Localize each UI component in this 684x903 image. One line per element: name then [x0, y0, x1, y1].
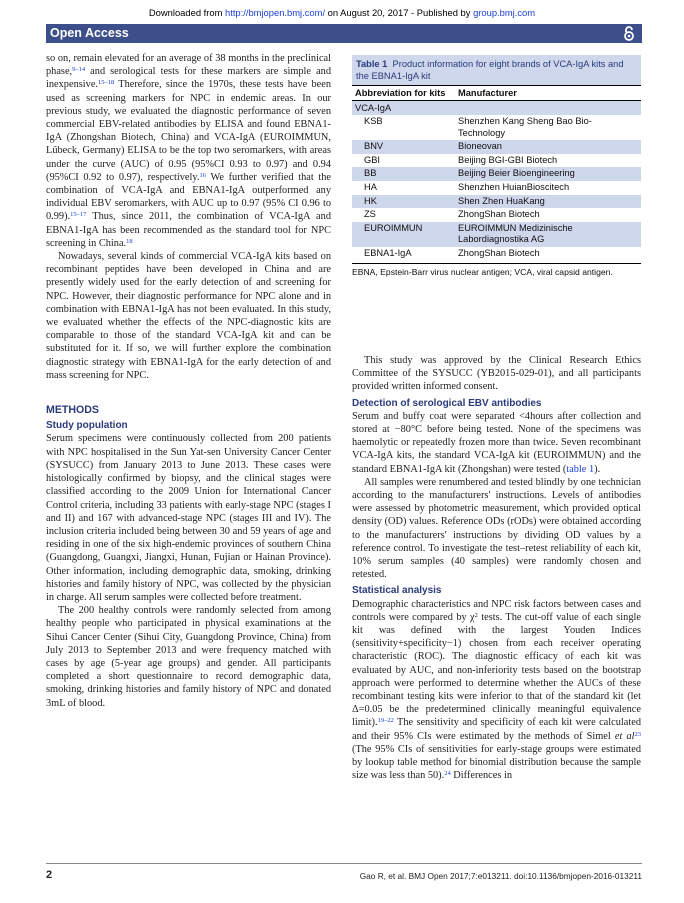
footer-divider: [46, 863, 642, 864]
table-caption: Table 1 Product information for eight brands of VCA-IgA kits and the EBNA1-IgA kit: [352, 55, 641, 85]
table-1-link[interactable]: table 1: [566, 463, 595, 475]
bmjopen-link[interactable]: http://bmjopen.bmj.com/: [225, 7, 326, 18]
citation-reference: Gao R, et al. BMJ Open 2017;7:e013211. doi:10.1136/bmjopen-2016-013211: [359, 871, 642, 881]
open-access-banner: [46, 24, 642, 43]
table-row: HA Shenzhen HuianBioscitech: [364, 181, 570, 192]
study-population-heading: Study population: [46, 420, 128, 432]
table-row: GBI Beijing BGI-GBI Biotech: [364, 154, 558, 165]
table-1: [352, 55, 641, 278]
table-footnote: EBNA, Epstein-Barr virus nuclear antigen; VCA, viral capsid antigen.: [352, 263, 641, 278]
ethics-paragraph: This study was approved by the Clinical Research Ethics Committee of the SYSUCC (YB2015-029-01), and all participants provided written informed consent.: [352, 355, 641, 393]
table-row: BNV Bioneovan: [352, 140, 641, 154]
table-row: EBNA1-IgA ZhongShan Biotech: [364, 247, 540, 258]
statistics-paragraph: Demographic characteristics and NPC risk factors between cases and controls were compared by $\chi^2$ tests. The cut-off value of each single kit was defined with the largest Youden Indices (sensitivity+specificity−1) chosen from each receiver operating characteristic (ROC). The diagnostic efficacy of each kit was evaluated by AUC, and non-inferiority tests based on the bootstrap approach were performed to determine whether the AUCs of these recombinant testing kits were inferior to that of the standard kit (let Δ=0.05 be the predetermined clinically meaningful equivalence limit).$^{19-22}$ The sensitivity and specificity of each kit were calculated and their 95% CIs were estimated by the methods of Simel et al$^{23}$ (The 95% CIs of sensitivities for early-stage groups were estimated by lookup table method for binomial distribution because the sample size was less than 50).$^{24}$ Differences in: [352, 598, 641, 782]
samples-paragraph: All samples were renumbered and tested blindly by one technician according to the manufacturers' instructions. Levels of antibodies were assessed by photometric measurement, which provided optical density (OD) values. Reference ODs (rODs) were obtained according to the manufacturers' instructions by dividing OD values by a reference control. To investigate the test–retest reliability of each kit, 10% serum samples (40 samples) were randomly chosen and retested.: [352, 476, 641, 581]
table-header: Abbreviation for kits Manufacturer: [352, 85, 641, 101]
controls-paragraph: The 200 healthy controls were randomly selected from among healthy people who participated in physical examinations at the Sihui Cancer Center (Sihui City, Guangdong Province, China) from July 2013 to September 2013 and were frequency matched with cases by age (5-year age groups) and gender. All participants completed a short questionnaire to record demographic data, smoking, drinking histories and family history of NPC and donated 3mL of blood.: [46, 605, 331, 709]
table-group-label: VCA-IgA: [352, 101, 641, 115]
open-access-label: Open Access: [50, 26, 129, 40]
detection-heading: Detection of serological EBV antibodies: [352, 397, 542, 409]
table-row: KSB Shenzhen Kang Sheng Bao Bio-Technology: [364, 116, 592, 138]
intro-paragraph: so on, remain elevated for an average of 38 months in the preclinical phase,$^{9-14}$ and serological tests for these markers are simple and inexpensive.$^{15-18}$ Therefore, since the 1970s, these tests have been used as screening markers for NPC in endemic areas. In our previous study, we evaluated the diagnostic performance of seven commercial EBV-related antibodies by ELISA and found EBNA1-IgA (Zhongshan Biotech, China) and VCA-IgA (EUROIMMUN, Lübeck, Germany) ELISA to be the top two seromarkers, with areas under the curve (AUC) of 0.95 (95%CI 0.93 to 0.97) and 0.94 (95%CI 0.92 to 0.97), respectively.$^{16}$ We further verified that the combination of VCA-IgA and EBNA1-IgA outperformed any individual EBV seromarkers, with AUC up to 0.97 (95% CI 0.96 to 0.99).$^{15-17}$ Thus, since 2011, the combination of VCA-IgA and EBNA1-IgA has been recommended as the standard tool for NPC screening in China.$^{18}$: [46, 53, 331, 249]
download-line: Downloaded from http://bmjopen.bmj.com/ on August 20, 2017 - Published by group.bmj.com: [148, 7, 536, 18]
table-row: BB Beijing Beier Bioengineering: [352, 167, 641, 181]
study-population-paragraph: Serum specimens were continuously collected from 200 patients with NPC hospitalised in the Sun Yat-sen University Cancer Center (SYSUCC) from January 2013 to June 2013. These cases were histologically confirmed by biopsy, and the clinical stages were classified according to the 2009 Union for International Cancer Control criteria, including 33 patients with early-stage NPC (stages I and II) and 167 with advanced-stage NPC (stages III and IV). The inclusion criteria included being between 30 and 59 years of age and residing in one of the six high-endemic provinces of southern China (Guangdong, Guangxi, Jiangxi, Hunan, Fujian or Hainan Province). Other information, including demographic data, smoking, drinking histories and family history of NPC, was collected by the physician in charge. All serum samples were collected before treatment.: [46, 433, 331, 603]
table-row: EUROIMMUN EUROIMMUN Medizinische Labordiagnostika AG: [352, 222, 641, 247]
left-column: [46, 52, 331, 710]
nowadays-paragraph: Nowadays, several kinds of commercial VCA-IgA kits based on recombinant peptides have been developed in China and are presently widely used for the early detection of and screening for NPC. However, their diagnostic performance for NPC alone and in combination with EBNA1-IgA has not been evaluated. In this study, we evaluated whether the effects of the NPC-diagnostic kits are comparable to those of the standard VCA-IgA kit and can be substituted for it. If so, we will further explore the combination diagnostic strategy with EBNA1-IgA for the early detection of and mass screening for NPC.: [46, 251, 331, 381]
detection-paragraph: Serum and buffy coat were separated <4hours after collection and stored at −80°C before being tested. None of the specimens was haemolytic or repeatedly frozen more than twice. Seven recombinant VCA-IgA kits, the standard VCA-IgA kit (EUROIMMUN) and the standard EBNA1-IgA kit (Zhongshan) were tested (table 1).: [352, 410, 641, 475]
table-row: HK Shen Zhen HuaKang: [352, 195, 641, 209]
statistical-analysis-heading: Statistical analysis: [352, 585, 442, 597]
publisher-link[interactable]: group.bmj.com: [473, 7, 536, 18]
open-access-icon: [623, 26, 635, 41]
page-number: 2: [46, 869, 53, 881]
right-column: [352, 354, 641, 783]
methods-heading: METHODS: [46, 404, 99, 417]
table-row: ZS ZhongShan Biotech: [364, 209, 540, 220]
